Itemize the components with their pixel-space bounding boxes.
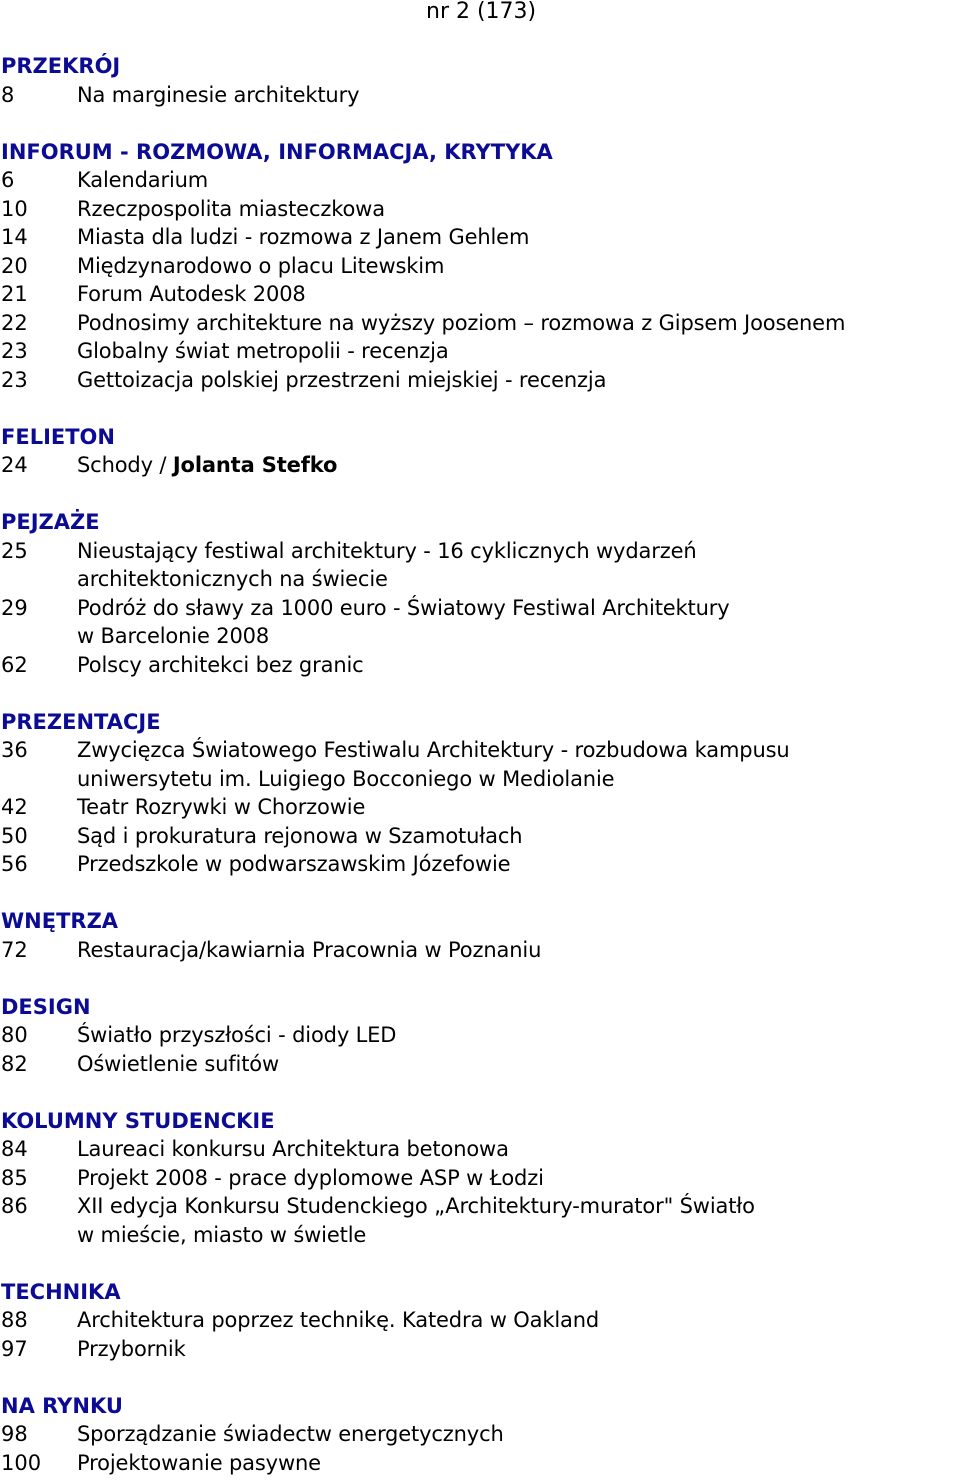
entry-title — [77, 1135, 960, 1164]
entry-title — [77, 280, 960, 309]
entry-page-number: 29 — [1, 595, 28, 620]
entry-title-text: Schody / — [77, 453, 173, 477]
section-title: FELIETON — [1, 424, 115, 449]
entry-title — [77, 1420, 960, 1449]
entry-page-number: 62 — [1, 652, 28, 677]
entry-page-number: 72 — [1, 937, 28, 962]
toc-entry — [1, 850, 960, 879]
toc-section — [1, 993, 960, 1079]
entry-title-text: Projektowanie pasywne — [77, 1450, 321, 1475]
entry-page-number: 86 — [1, 1194, 28, 1218]
entry-title — [77, 1335, 960, 1364]
entry-page-number: 23 — [1, 339, 28, 363]
entry-title — [77, 1306, 960, 1335]
entry-title — [77, 1050, 960, 1079]
toc-section — [1, 708, 960, 879]
toc-entry — [1, 280, 960, 309]
entry-page-number: 21 — [1, 282, 28, 306]
toc-section — [1, 1107, 960, 1250]
entry-title-text: Architektura poprzez technikę. Katedra w Oakland — [77, 1308, 600, 1332]
entry-page-number: 85 — [1, 1165, 28, 1190]
entry-title-text: Laureaci konkursu Architektura betonowa — [77, 1137, 509, 1161]
toc-section — [1, 52, 960, 109]
entry-page-number: 88 — [1, 1308, 28, 1332]
entry-title — [77, 366, 960, 395]
entry-title-text: Międzynarodowo o placu Litewskim — [77, 253, 445, 278]
toc-section — [1, 1392, 960, 1478]
toc-entry — [1, 1164, 960, 1193]
section-title: TECHNIKA — [1, 1279, 121, 1304]
entry-page-number: 98 — [1, 1422, 28, 1446]
entry-title — [77, 822, 960, 851]
toc-entry — [1, 1050, 960, 1079]
toc-entry — [1, 252, 960, 281]
entry-page-number: 6 — [1, 168, 15, 192]
entry-page-number: 50 — [1, 823, 28, 848]
entry-page-number: 82 — [1, 1051, 28, 1076]
entry-title-text: Restauracja/kawiarnia Pracownia w Poznaniu — [77, 937, 542, 962]
entry-author: Jolanta Stefko — [172, 453, 338, 477]
toc-entry — [1, 936, 960, 965]
toc-entry — [1, 166, 960, 195]
entry-title — [77, 309, 960, 338]
entry-page-number: 97 — [1, 1336, 28, 1361]
entry-page-number: 80 — [1, 1023, 28, 1047]
toc-entry — [1, 1135, 960, 1164]
entry-page-number: 14 — [1, 225, 28, 249]
entry-page-number: 22 — [1, 310, 28, 335]
entry-title-text: Polscy architekci bez granic — [77, 652, 364, 677]
toc-entry — [1, 1021, 960, 1050]
entry-title — [77, 651, 960, 680]
toc-entry — [1, 1335, 960, 1364]
entry-title-text: Podnosimy architekture na wyższy poziom – rozmowa z Gipsem Joosenem — [77, 310, 846, 335]
issue-number: nr 2 (173) — [426, 0, 537, 24]
section-title: NA RYNKU — [1, 1393, 123, 1418]
entry-page-number: 56 — [1, 852, 28, 876]
entry-title — [77, 81, 960, 110]
toc-entry — [1, 366, 960, 395]
entry-page-number: 84 — [1, 1137, 28, 1161]
entry-title-text: Światło przyszłości - diody LED — [77, 1023, 397, 1047]
entry-title-text: Zwycięzca Światowego Festiwalu Architektury - rozbudowa kampusu uniwersytetu im. Luigiego Bocconiego w Mediolanie — [77, 738, 790, 791]
section-title: DESIGN — [1, 994, 91, 1019]
entry-title-text: XII edycja Konkursu Studenckiego „Architektury-murator" Światło w mieście, miasto w świetle — [77, 1194, 755, 1247]
entry-title — [77, 195, 960, 224]
entry-title — [77, 537, 960, 594]
section-title: WNĘTRZA — [1, 909, 119, 933]
entry-page-number: 100 — [1, 1450, 42, 1475]
entry-title-text: Przybornik — [77, 1336, 186, 1361]
entry-title-text: Gettoizacja polskiej przestrzeni miejskiej - recenzja — [77, 367, 607, 392]
toc-section — [1, 508, 960, 679]
entry-title — [77, 337, 960, 366]
section-title: KOLUMNY STUDENCKIE — [1, 1108, 275, 1133]
entry-title-text: Oświetlenie sufitów — [77, 1051, 280, 1076]
entry-title-text: Projekt 2008 - prace dyplomowe ASP w Łodzi — [77, 1165, 544, 1190]
section-title: PREZENTACJE — [1, 709, 161, 734]
toc-entry — [1, 1420, 960, 1449]
toc-entry — [1, 793, 960, 822]
toc-entry — [1, 736, 960, 793]
entry-title-text: Nieustający festiwal architektury - 16 cyklicznych wydarzeń architektonicznych na świecie — [77, 538, 697, 591]
entry-title-text: Sąd i prokuratura rejonowa w Szamotułach — [77, 823, 523, 848]
entry-page-number: 36 — [1, 738, 28, 762]
entry-title-text: Podróż do sławy za 1000 euro - Światowy Festiwal Architektury w Barcelonie 2008 — [77, 595, 730, 648]
toc-entry — [1, 451, 960, 480]
entry-page-number: 24 — [1, 453, 28, 477]
entry-title-text: Forum Autodesk 2008 — [77, 282, 306, 306]
section-title: PEJZAŻE — [1, 510, 100, 534]
entry-page-number: 8 — [1, 82, 15, 107]
entry-title — [77, 1449, 960, 1478]
toc-entry — [1, 309, 960, 338]
toc-entry — [1, 223, 960, 252]
entry-title-text: Teatr Rozrywki w Chorzowie — [77, 795, 366, 819]
toc-entry — [1, 337, 960, 366]
entry-title — [77, 594, 960, 651]
section-title: PRZEKRÓJ — [1, 54, 121, 78]
entry-title-text: Rzeczpospolita miasteczkowa — [77, 196, 385, 221]
entry-title — [77, 1192, 960, 1249]
entry-page-number: 25 — [1, 538, 28, 563]
toc-entry — [1, 594, 960, 651]
section-title: INFORUM - ROZMOWA, INFORMACJA, KRYTYKA — [1, 139, 553, 164]
entry-title — [77, 1021, 960, 1050]
entry-title — [77, 736, 960, 793]
toc-entry — [1, 1192, 960, 1249]
entry-page-number: 42 — [1, 795, 28, 819]
toc-entry — [1, 822, 960, 851]
toc-entry — [1, 1449, 960, 1478]
toc-section — [1, 1278, 960, 1364]
toc-entry — [1, 537, 960, 594]
toc-section — [1, 423, 960, 480]
entry-page-number: 20 — [1, 253, 28, 278]
entry-title — [77, 1164, 960, 1193]
table-of-contents — [1, 52, 960, 1477]
toc-entry — [1, 651, 960, 680]
toc-entry — [1, 81, 960, 110]
entry-title-text: Miasta dla ludzi - rozmowa z Janem Gehlem — [77, 225, 530, 249]
entry-title — [77, 166, 960, 195]
entry-title-text: Kalendarium — [77, 168, 209, 192]
toc-entry — [1, 195, 960, 224]
entry-page-number: 10 — [1, 196, 28, 221]
entry-title — [77, 936, 960, 965]
toc-section — [1, 138, 960, 395]
entry-title-text: Przedszkole w podwarszawskim Józefowie — [77, 852, 511, 876]
toc-entry — [1, 1306, 960, 1335]
entry-page-number: 23 — [1, 367, 28, 392]
entry-title — [77, 252, 960, 281]
toc-section — [1, 907, 960, 964]
entry-title-text: Sporządzanie świadectw energetycznych — [77, 1422, 504, 1446]
entry-title-text: Na marginesie architektury — [77, 82, 360, 107]
entry-title — [77, 451, 960, 480]
entry-title — [77, 793, 960, 822]
entry-title — [77, 850, 960, 879]
entry-title-text: Globalny świat metropolii - recenzja — [77, 339, 449, 363]
entry-title — [77, 223, 960, 252]
